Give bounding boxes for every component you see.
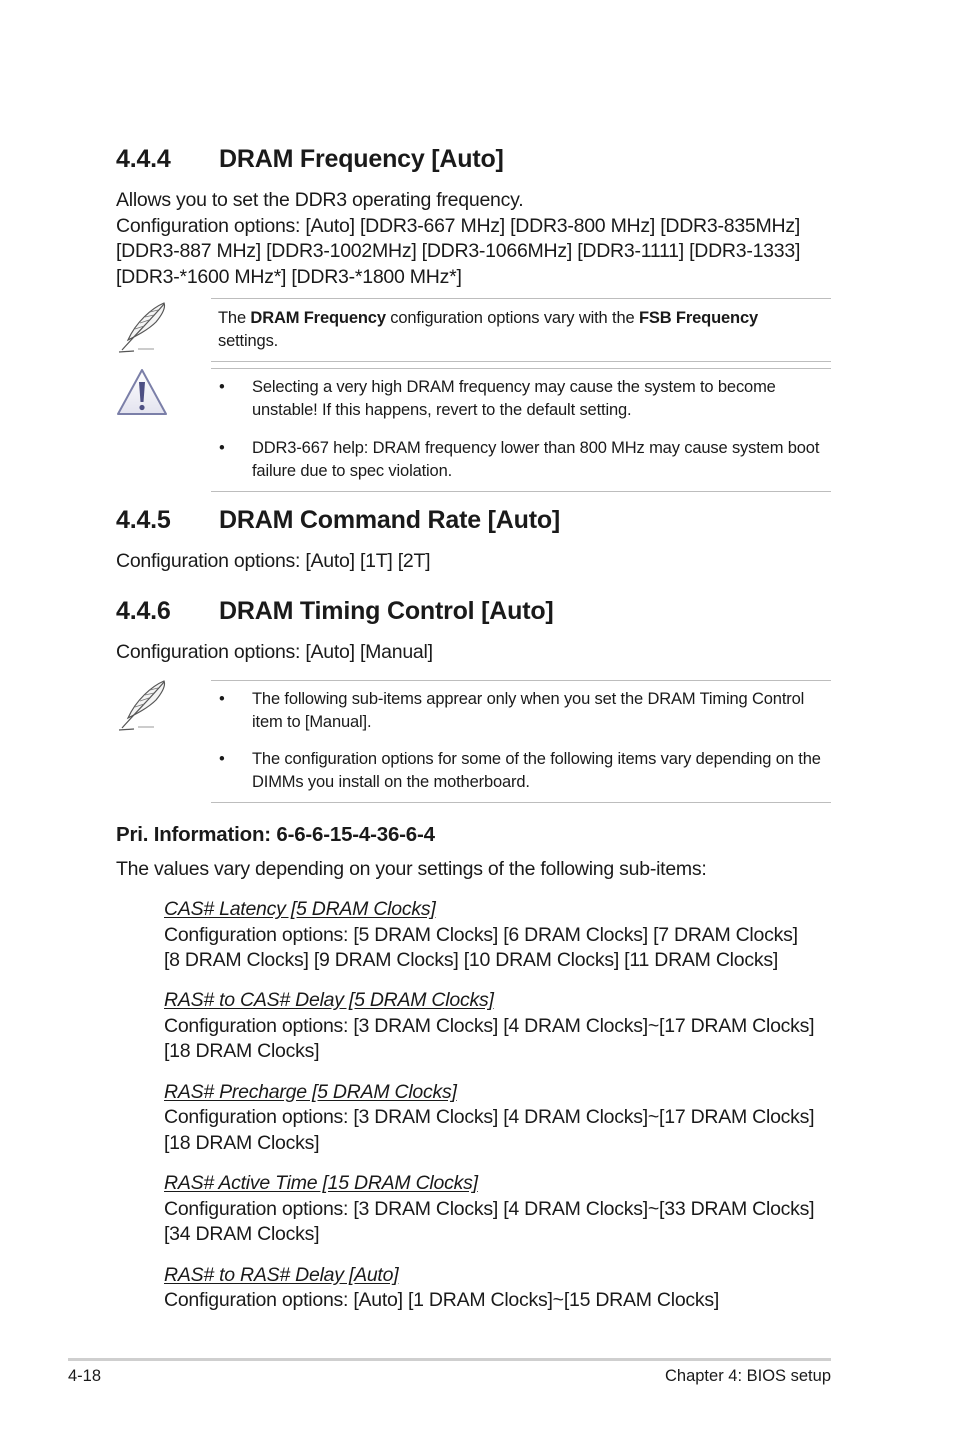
warning-list xyxy=(211,376,831,486)
subitem-options: Configuration options: [5 DRAM Clocks] [6 DRAM Clocks] [7 DRAM Clocks] xyxy=(164,923,798,946)
chapter-label: Chapter 4: BIOS setup xyxy=(664,1367,831,1385)
subitem-options: Configuration options: [Auto] [1 DRAM Clocks]~[15 DRAM Clocks] xyxy=(164,1289,720,1311)
divider xyxy=(211,368,831,369)
divider xyxy=(211,491,831,492)
footer-rule xyxy=(68,1358,831,1361)
subitem-options: [34 DRAM Clocks] xyxy=(164,1223,320,1245)
section-number: 4.4.6 xyxy=(116,597,171,625)
subitem-options: Configuration options: [3 DRAM Clocks] [4 DRAM Clocks]~[33 DRAM Clocks] xyxy=(164,1197,815,1220)
list-item xyxy=(219,437,831,485)
section-title: DRAM Timing Control [Auto] xyxy=(219,597,554,625)
body-line: Configuration options: [Auto] [DDR3-667 MHz] [DDR3-800 MHz] [DDR3-835MHz] xyxy=(116,214,801,237)
note-text-part: The xyxy=(218,309,251,327)
divider xyxy=(211,298,831,299)
note-text: The following sub-items apprear only when you set the DRAM Timing Control item to [Manual]. xyxy=(252,690,805,731)
subitem-options: Configuration options: [3 DRAM Clocks] [4 DRAM Clocks]~[17 DRAM Clocks] xyxy=(164,1014,815,1037)
bullet: • xyxy=(219,690,225,708)
section-title: DRAM Frequency [Auto] xyxy=(219,145,504,173)
bullet: • xyxy=(219,378,225,396)
note-list xyxy=(211,688,831,798)
section-body xyxy=(116,188,836,290)
divider xyxy=(211,361,831,362)
subitem-options: Configuration options: [3 DRAM Clocks] [4 DRAM Clocks]~[17 DRAM Clocks] xyxy=(164,1106,815,1128)
note-bold-term: FSB Frequency xyxy=(638,309,759,327)
list-item xyxy=(219,748,831,796)
section-heading-4-4-6 xyxy=(116,597,716,627)
warning-text: Selecting a very high DRAM frequency may cause the system to become unstable! If this happens, revert to the default setting. xyxy=(252,378,776,419)
divider xyxy=(211,680,831,681)
subitem-options: [18 DRAM Clocks] xyxy=(164,1131,320,1154)
warning-icon xyxy=(115,367,169,419)
body-line: [DDR3-*1600 MHz*] [DDR3-*1800 MHz*] xyxy=(116,265,462,288)
note-text: The configuration options for some of the following items vary depending on the DIMMs you install on the motherboard. xyxy=(252,750,821,791)
note-line-1 xyxy=(218,307,828,330)
bullet: • xyxy=(219,439,225,457)
section-heading-4-4-5 xyxy=(116,506,716,536)
subitem-options: [18 DRAM Clocks] xyxy=(164,1040,320,1062)
subitem-options: [8 DRAM Clocks] [9 DRAM Clocks] [10 DRAM Clocks] [11 DRAM Clocks] xyxy=(164,949,779,971)
warning-text: DDR3-667 help: DRAM frequency lower than 800 MHz may cause system boot failure due to spec violation. xyxy=(252,439,820,480)
divider xyxy=(211,802,831,803)
subitem xyxy=(164,1263,844,1314)
pri-information-heading: Pri. Information: 6-6-6-15-4-36-6-4 xyxy=(116,823,435,846)
subitem xyxy=(164,1080,844,1172)
body-line: Allows you to set the DDR3 operating frequency. xyxy=(116,189,524,211)
config-options: Configuration options: [Auto] [Manual] xyxy=(116,641,433,663)
subitem xyxy=(164,897,844,988)
config-options: Configuration options: [Auto] [1T] [2T] xyxy=(116,550,431,572)
pri-information-intro: The values vary depending on your settings of the following sub-items: xyxy=(116,858,707,880)
note-feather-icon xyxy=(114,300,174,356)
subitem xyxy=(164,988,844,1080)
note-text-part: configuration options vary with the xyxy=(385,309,639,327)
note-text xyxy=(218,307,828,353)
body-line: [DDR3-887 MHz] [DDR3-1002MHz] [DDR3-1066MHz] [DDR3-1111] [DDR3-1333] xyxy=(116,240,801,262)
page-number: 4-18 xyxy=(68,1367,102,1385)
section-number: 4.4.4 xyxy=(116,145,171,173)
subitem-title: RAS# to RAS# Delay [Auto] xyxy=(164,1263,399,1286)
section-number: 4.4.5 xyxy=(116,506,171,534)
bullet: • xyxy=(219,750,225,768)
list-item xyxy=(219,376,831,424)
subitem-title: RAS# to CAS# Delay [5 DRAM Clocks] xyxy=(164,989,494,1011)
subitem-title: RAS# Precharge [5 DRAM Clocks] xyxy=(164,1080,457,1103)
subitem-title: RAS# Active Time [15 DRAM Clocks] xyxy=(164,1172,478,1194)
section-heading-4-4-4 xyxy=(116,145,716,175)
note-line-2: settings. xyxy=(218,332,279,350)
note-bold-term: DRAM Frequency xyxy=(250,309,386,327)
note-feather-icon xyxy=(114,678,174,734)
list-item xyxy=(219,688,831,736)
subitem-list xyxy=(164,897,844,1314)
subitem-title: CAS# Latency [5 DRAM Clocks] xyxy=(164,898,436,920)
subitem xyxy=(164,1171,844,1263)
section-title: DRAM Command Rate [Auto] xyxy=(219,506,561,534)
